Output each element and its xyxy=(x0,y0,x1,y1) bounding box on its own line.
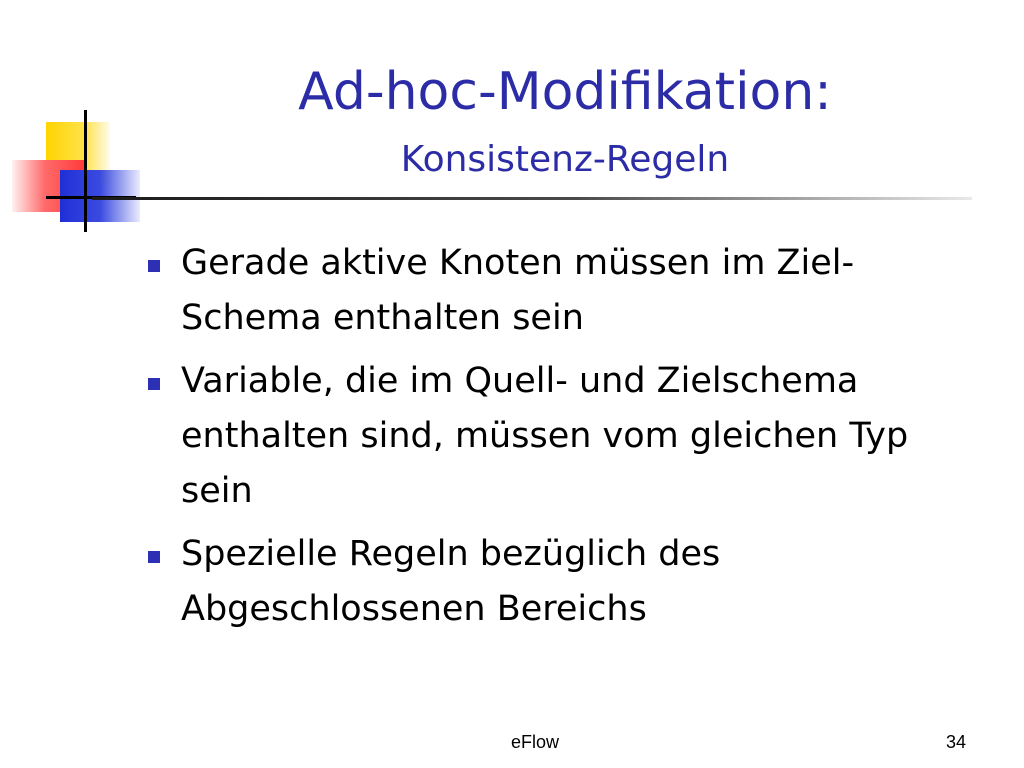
bullet-item xyxy=(145,236,985,346)
logo-vertical-line xyxy=(84,110,87,232)
bullet-list xyxy=(145,236,985,645)
bullet-item xyxy=(145,527,985,637)
square-bullet-icon xyxy=(148,260,160,272)
bullet-text: Variable, die im Quell- und Zielschema enthalten sind, müssen vom gleichen Typ sein xyxy=(181,361,909,511)
bullet-text: Spezielle Regeln bezüglich des Abgeschlossenen Bereichs xyxy=(181,534,721,629)
colored-squares-logo-icon xyxy=(0,100,160,240)
slide-title: Ad-hoc-Modifikation: xyxy=(298,62,832,122)
slide-subtitle: Konsistenz-Regeln xyxy=(400,139,730,180)
bullet-item xyxy=(145,354,985,519)
square-bullet-icon xyxy=(148,378,160,390)
square-bullet-icon xyxy=(148,551,160,563)
page-number: 34 xyxy=(945,732,966,752)
footer-label: eFlow xyxy=(510,732,559,752)
title-divider xyxy=(92,197,972,200)
bullet-text: Gerade aktive Knoten müssen im Ziel-Schema enthalten sein xyxy=(181,243,855,338)
